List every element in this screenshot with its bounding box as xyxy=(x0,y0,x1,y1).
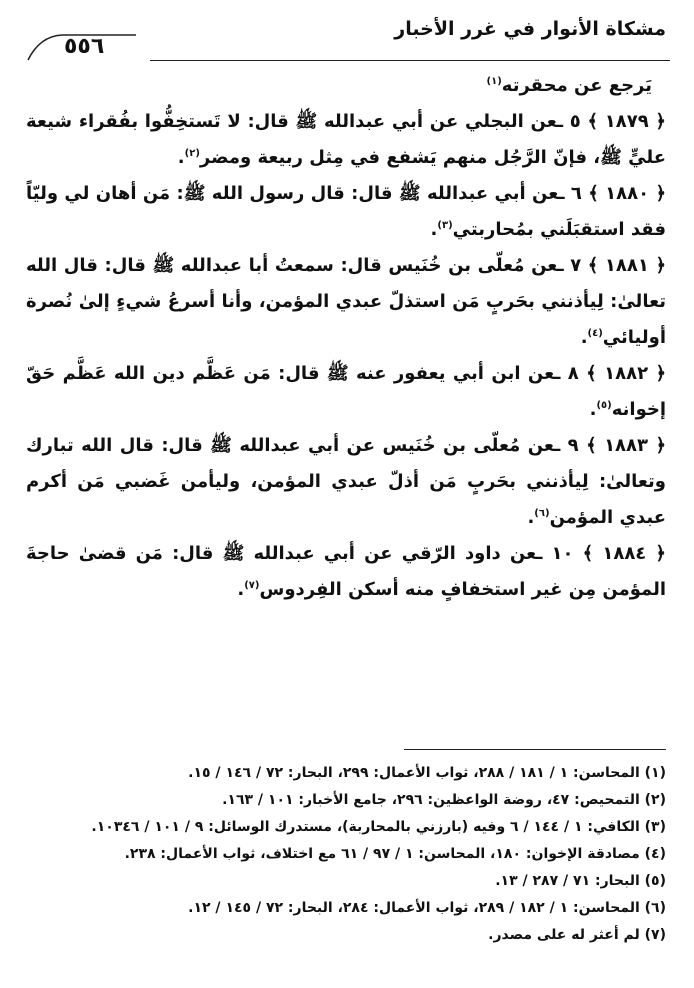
hadith-text: عن مُعلّى بن خُنَيس قال: سمعتُ أبا عبدالله ﷺ قال: قال الله تعالىٰ: لِيأذنني بحَربٍ مَن استذلّ عبدي المؤمن، وأنا أسرعُ شيءٍ إلىٰ نُصرة أوليائي xyxy=(26,255,666,348)
footnote: (١) المحاسن: ١ / ١٨١ / ٢٨٨، ثواب الأعمال: ٢٩٩، البحار: ٧٢ / ١٤٦ / ١٥. xyxy=(188,765,666,781)
footnote-ref: (٥) xyxy=(596,400,612,411)
hadith-entry: ﴿ ١٨٨١ ﴾ ٧ ـعن مُعلّى بن خُنَيس قال: سمعتُ أبا عبدالله ﷺ قال: قال الله تعالىٰ: لِيأذنني بحَربٍ مَن استذلّ عبدي المؤمن، وأنا أسرعُ شيءٍ إلىٰ نُصرة أوليائي$^{(٤)}$. xyxy=(26,255,666,348)
header-rule xyxy=(150,60,670,61)
footnotes xyxy=(26,760,666,949)
running-title: مشكاة الأنوار في غرر الأخبار xyxy=(394,18,666,40)
hadith-text: عن داود الرّقي عن أبي عبدالله ﷺ قال: مَن قضىٰ حاجةَ المؤمن مِن غير استخفافٍ منه أسكن الفِردوس xyxy=(26,543,666,600)
hadith-number-group: ﴿ ١٨٨١ ﴾ ٧ ـ xyxy=(557,255,666,276)
footnote-ref: (٦) xyxy=(534,508,550,519)
hadith-text: عن أبي عبدالله ﷺ قال: قال رسول الله ﷺ: مَن أهان لي وليّاً فقد استقبَلَني بمُحاربتي xyxy=(26,183,666,240)
hadith-number-group: ﴿ ١٨٨٤ ﴾ ١٠ ـ xyxy=(536,543,666,564)
footnote: (٦) المحاسن: ١ / ١٨٢ / ٢٨٩، ثواب الأعمال: ٢٨٤، البحار: ٧٢ / ١٤٥ / ١٢. xyxy=(188,900,666,916)
footnote-ref: (٢) xyxy=(184,148,200,159)
hadith-text: عن ابن أبي يعفور عنه ﷺ قال: مَن عَظَّم دين الله عَظَّم حَقّ إخوانه xyxy=(26,363,666,420)
page-header xyxy=(0,10,694,60)
hadith-number: ١٨٧٩ xyxy=(604,111,649,132)
hadith-entry: ﴿ ١٨٧٩ ﴾ ٥ ـعن البجلي عن أبي عبدالله ﷺ قال: لا تَستخِفُّوا بفُقراء شيعة عليٍّ ﷺ، فإنّ الرَّجُل منهم يَشفع في مِثل ربيعة ومضر$^{(٢)}$. xyxy=(26,111,666,168)
hadith-number-group: ﴿ ١٨٧٩ ﴾ ٥ ـ xyxy=(556,111,666,132)
hadith-entry: ﴿ ١٨٨٣ ﴾ ٩ ـعن مُعلّى بن خُنَيس عن أبي عبدالله ﷺ قال: قال الله تبارك وتعالىٰ: لِيأذنني بحَربٍ مَن أذلّ عبدي المؤمن، وليأمن غَضبي مَن أكرم عبدي المؤمن$^{(٦)}$. xyxy=(26,435,666,528)
footnote-ref: (١) xyxy=(486,76,502,87)
continuation-line xyxy=(26,68,666,104)
hadith-sequence: ١٠ xyxy=(551,543,574,564)
footnote-ref: (٣) xyxy=(437,220,453,231)
hadith-number: ١٨٨٢ xyxy=(604,363,649,384)
footnote: (٥) البحار: ٧١ / ٢٨٧ / ١٣. xyxy=(495,873,666,889)
footnote: (٢) التمحيص: ٤٧، روضة الواعظين: ٢٩٦، جامع الأخبار: ١٠١ / ١٦٣. xyxy=(222,792,666,808)
hadith-sequence: ٩ xyxy=(567,435,579,456)
page-number-ornament xyxy=(26,32,144,62)
hadith-text: عن البجلي عن أبي عبدالله ﷺ قال: لا تَستخِفُّوا بفُقراء شيعة عليٍّ ﷺ، فإنّ الرَّجُل منهم يَشفع في مِثل ربيعة ومضر xyxy=(26,111,666,168)
hadith-sequence: ٦ xyxy=(570,183,582,204)
page-number: ٥٥٦ xyxy=(64,34,105,59)
hadith-entry: ﴿ ١٨٨٤ ﴾ ١٠ ـعن داود الرّقي عن أبي عبدالله ﷺ قال: مَن قضىٰ حاجةَ المؤمن مِن غير استخفافٍ منه أسكن الفِردوس$^{(٧)}$. xyxy=(26,543,666,600)
hadith-text: عن مُعلّى بن خُنَيس عن أبي عبدالله ﷺ قال: قال الله تبارك وتعالىٰ: لِيأذنني بحَربٍ مَن أذلّ عبدي المؤمن، وليأمن غَضبي مَن أكرم عبدي المؤمن xyxy=(26,435,666,528)
hadith-number-group: ﴿ ١٨٨٣ ﴾ ٩ ـ xyxy=(554,435,666,456)
footnote: (٣) الكافي: ١ / ١٤٤ / ٦ وفيه (بارزني بالمحاربة)، مستدرك الوسائل: ٩ / ١٠١ / ١٠٣٤٦. xyxy=(91,819,666,835)
main-text xyxy=(26,68,666,608)
hadith-number-group: ﴿ ١٨٨٢ ﴾ ٨ ـ xyxy=(554,363,666,384)
hadith-entry: ﴿ ١٨٨٢ ﴾ ٨ ـعن ابن أبي يعفور عنه ﷺ قال: مَن عَظَّم دين الله عَظَّم حَقّ إخوانه$^{(٥)}$. xyxy=(26,363,666,420)
hadith-number: ١٨٨٣ xyxy=(604,435,649,456)
hadith-sequence: ٨ xyxy=(567,363,579,384)
continuation-text: يَرجع عن محقرته xyxy=(501,75,652,96)
hadith-number: ١٨٨٠ xyxy=(605,183,650,204)
hadith-entry: ﴿ ١٨٨٠ ﴾ ٦ ـعن أبي عبدالله ﷺ قال: قال رسول الله ﷺ: مَن أهان لي وليّاً فقد استقبَلَني بمُحاربتي$^{(٣)}$. xyxy=(26,183,666,240)
footnote-separator xyxy=(404,749,666,750)
footnote: (٧) لم أعثر له على مصدر. xyxy=(488,927,666,943)
hadith-number-group: ﴿ ١٨٨٠ ﴾ ٦ ـ xyxy=(558,183,666,204)
hadith-sequence: ٥ xyxy=(569,111,581,132)
footnote: (٤) مصادقة الإخوان: ١٨٠، المحاسن: ١ / ٩٧ / ٦١ مع اختلاف، ثواب الأعمال: ٢٣٨. xyxy=(124,846,666,862)
hadith-number: ١٨٨١ xyxy=(604,255,649,276)
hadith-number: ١٨٨٤ xyxy=(602,543,647,564)
hadith-sequence: ٧ xyxy=(570,255,582,276)
footnote-ref: (٤) xyxy=(587,328,603,339)
footnote-ref: (٧) xyxy=(244,580,260,591)
